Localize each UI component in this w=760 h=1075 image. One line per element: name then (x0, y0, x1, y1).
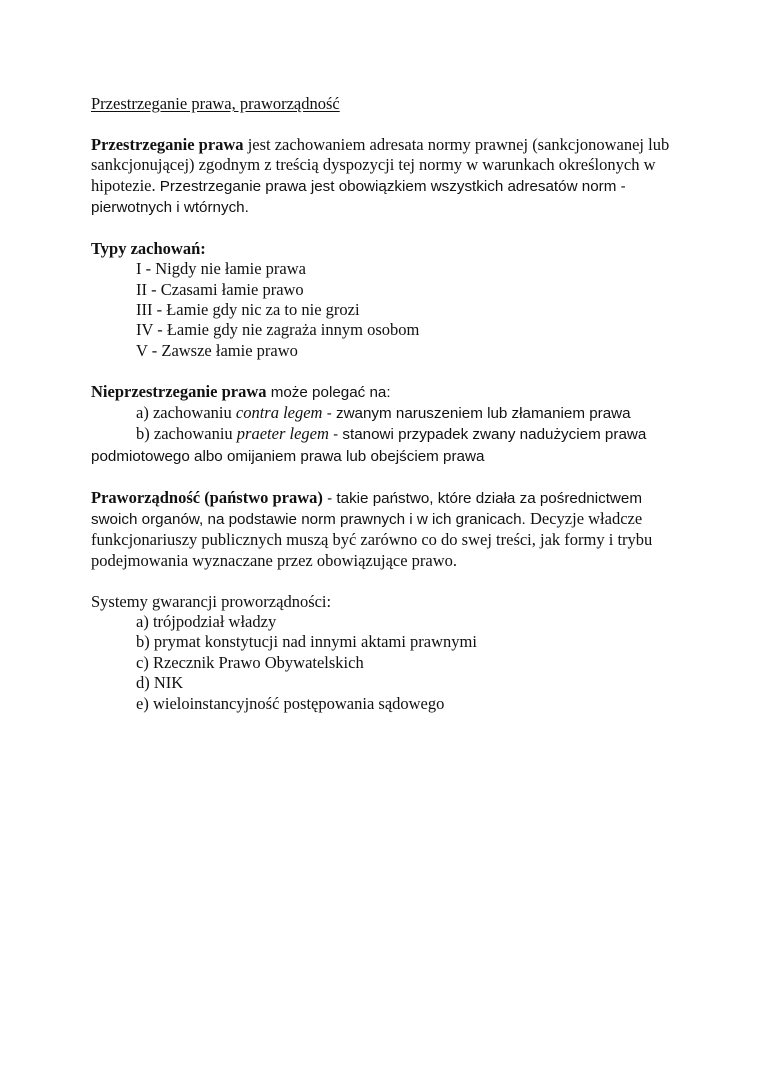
guarantees-heading: Systemy gwarancji proworządności: (91, 591, 332, 611)
definition-text-2: Przestrzeganie prawa jest obowiązkiem wszystkich adresatów norm - pierwotnych i wtórnych. (91, 177, 626, 217)
guarantees-list (91, 612, 681, 714)
definition-text-1: jest zachowaniem adresata normy prawnej (sankcjonowanej lub sankcjonującej) zgodnym z treścią dyspozycji tej normy w warunkach określonych w hipotezie. (91, 134, 670, 195)
behavior-types-list (91, 259, 681, 361)
spacer (91, 218, 681, 238)
list-item: III - Łamie gdy nic za to nie grozi (136, 300, 360, 320)
non-compliance-item-a: a) zachowaniu contra legem - zwanym naruszeniem lub złamaniem prawa (136, 403, 631, 423)
spacer (91, 467, 681, 487)
list-item: I - Nigdy nie łamie prawa (136, 259, 306, 279)
non-compliance-item-b: b) zachowaniu praeter legem - stanowi przypadek zwany nadużyciem prawa podmiotowego albo omijaniem prawa lub obejściem prawa (91, 424, 647, 465)
list-item: b) prymat konstytucji nad innymi aktami prawnymi (136, 632, 477, 652)
rule-of-law-paragraph: Praworządność (państwo prawa) - takie państwo, które działa za pośrednictwem swoich organów, na podstawie norm prawnych i w ich granicach. Decyzje władcze funkcjonariuszy publicznych muszą być zarówno co do swej treści, jak formy i trybu podejmowania wyznaczane przez obowiązujące prawo. (91, 487, 653, 570)
non-compliance-term: Nieprzestrzeganie prawa (91, 381, 267, 401)
definition-paragraph (91, 135, 681, 219)
list-item: IV - Łamie gdy nie zagraża innym osobom (136, 320, 420, 340)
behavior-types-heading: Typy zachowań: (91, 238, 206, 258)
list-item: a) trójpodział władzy (136, 612, 277, 632)
list-item: V - Zawsze łamie prawo (136, 340, 298, 360)
list-item: II - Czasami łamie prawo (136, 279, 304, 299)
non-compliance-intro: Nieprzestrzeganie prawa może polegać na: (91, 381, 391, 401)
document-title: Przestrzeganie prawa, praworządność (91, 94, 340, 113)
definition-term: Przestrzeganie prawa (91, 134, 244, 154)
rule-of-law-term: Praworządność (państwo prawa) (91, 487, 323, 507)
spacer (91, 114, 681, 134)
document-page (91, 94, 681, 714)
spacer (91, 361, 681, 381)
spacer (91, 571, 681, 591)
list-item: d) NIK (136, 673, 184, 693)
list-item: c) Rzecznik Prawo Obywatelskich (136, 652, 364, 672)
list-item: e) wieloinstancyjność postępowania sądowego (136, 693, 445, 713)
